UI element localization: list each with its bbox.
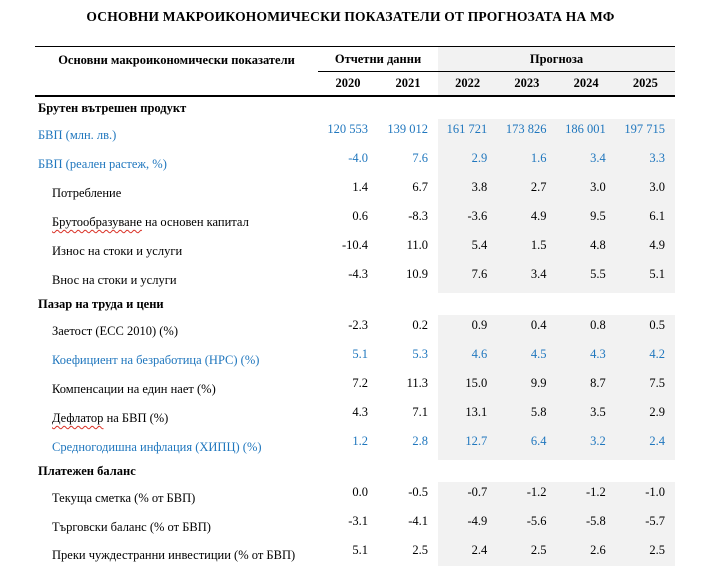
value-2021: 2.5 (378, 540, 438, 566)
value-2021: -8.3 (408, 209, 428, 223)
value-2024: 3.2 (557, 431, 616, 460)
indicator-label: Внос на стоки и услуги (52, 273, 177, 287)
value-2022: -4.9 (438, 511, 497, 540)
value-2025: 4.2 (616, 344, 675, 373)
value-2020: 5.1 (318, 540, 378, 566)
table-row (35, 373, 675, 402)
misspelled-word: Дефлатор (52, 411, 104, 425)
value-2021: 7.1 (412, 405, 428, 419)
value-2025: 2.9 (616, 402, 675, 431)
value-2023: 2.7 (497, 177, 556, 206)
section-header-row (35, 293, 675, 315)
value-2020: 7.2 (352, 376, 368, 390)
indicator-label: Коефициент на безработица (НРС) (%) (52, 353, 260, 367)
value-2022: 3.8 (438, 177, 497, 206)
value-2024: -5.8 (557, 511, 616, 540)
indicator-label-rest: на основен капитал (141, 215, 249, 229)
value-2025: 3.3 (616, 148, 675, 177)
value-2024: 3.5 (557, 402, 616, 431)
value-2022: 5.4 (438, 235, 497, 264)
value-2024: 3.4 (557, 148, 616, 177)
year-header-2022: 2022 (438, 72, 497, 97)
value-2022: 15.0 (438, 373, 497, 402)
value-2025: 197 715 (616, 119, 675, 148)
column-group-forecast: Прогноза (438, 47, 675, 72)
indicator-label: Търговски баланс (% от БВП) (52, 520, 211, 534)
value-2025: 5.1 (616, 264, 675, 293)
value-2021: 139 012 (387, 122, 428, 136)
section-header-label: Брутен вътрешен продукт (38, 100, 187, 115)
indicator-label-rest: на БВП (%) (103, 411, 169, 425)
year-header-2020: 2020 (318, 72, 378, 97)
header-group-row (35, 47, 675, 72)
year-header-2023: 2023 (497, 72, 556, 97)
value-2022: 0.9 (438, 315, 497, 344)
value-2025: 3.0 (616, 177, 675, 206)
value-2022: 13.1 (438, 402, 497, 431)
indicator-label: Износ на стоки и услуги (52, 244, 183, 258)
value-2024: 186 001 (557, 119, 616, 148)
year-header-2024: 2024 (557, 72, 616, 97)
indicator-label: Компенсации на един нает (%) (52, 382, 216, 396)
value-2020: 1.4 (352, 180, 368, 194)
value-2024: 5.5 (557, 264, 616, 293)
column-header-indicators: Основни макроикономически показатели (35, 47, 318, 97)
value-2021: 11.3 (406, 376, 428, 390)
column-group-reported-data: Отчетни данни (318, 47, 438, 72)
table-row (35, 264, 675, 293)
value-2023: 9.9 (497, 373, 556, 402)
value-2024: 3.0 (557, 177, 616, 206)
value-2020: 4.3 (352, 405, 368, 419)
value-2023: 1.5 (497, 235, 556, 264)
table-row (35, 315, 675, 344)
value-2022: 161 721 (438, 119, 497, 148)
value-2025: 2.4 (616, 431, 675, 460)
value-2020: -3.1 (348, 514, 368, 528)
value-2021: -4.1 (408, 514, 428, 528)
indicator-label: БВП (реален растеж, %) (38, 157, 167, 171)
table-row (35, 235, 675, 264)
table-row (35, 431, 675, 460)
value-2025: -5.7 (616, 511, 675, 540)
year-header-2025: 2025 (616, 72, 675, 97)
value-2024: 4.3 (557, 344, 616, 373)
value-2025: 4.9 (616, 235, 675, 264)
value-2025: 2.5 (616, 540, 675, 566)
indicator-label: Средногодишна инфлация (ХИПЦ) (%) (52, 440, 262, 454)
value-2025: -1.0 (616, 482, 675, 511)
value-2024: 8.7 (557, 373, 616, 402)
indicator-label (35, 402, 318, 431)
value-2022: -0.7 (438, 482, 497, 511)
macro-indicators-table (35, 46, 675, 566)
value-2024: 0.8 (557, 315, 616, 344)
value-2023: 1.6 (497, 148, 556, 177)
section-header-label: Пазар на труда и цени (38, 296, 164, 311)
table-row (35, 344, 675, 373)
value-2021: 0.2 (412, 318, 428, 332)
year-header-2021: 2021 (378, 72, 438, 97)
table-row (35, 511, 675, 540)
value-2020: -2.3 (348, 318, 368, 332)
value-2020: 0.6 (352, 209, 368, 223)
value-2024: 9.5 (557, 206, 616, 235)
value-2021: 5.3 (412, 347, 428, 361)
table-row (35, 119, 675, 148)
value-2025: 0.5 (616, 315, 675, 344)
value-2021: 6.7 (412, 180, 428, 194)
value-2023: 0.4 (497, 315, 556, 344)
value-2020: 1.2 (352, 434, 368, 448)
value-2024: 4.8 (557, 235, 616, 264)
indicator-label (35, 206, 318, 235)
value-2023: 173 826 (497, 119, 556, 148)
table-row (35, 402, 675, 431)
section-header-label: Платежен баланс (38, 463, 136, 478)
value-2020: 120 553 (327, 122, 368, 136)
value-2025: 7.5 (616, 373, 675, 402)
value-2021: 7.6 (412, 151, 428, 165)
value-2021: 2.8 (412, 434, 428, 448)
section-header-row (35, 460, 675, 482)
value-2023: 5.8 (497, 402, 556, 431)
value-2025: 6.1 (616, 206, 675, 235)
indicator-label: Преки чуждестранни инвестиции (% от БВП) (35, 540, 318, 566)
indicator-label: Потребление (52, 186, 122, 200)
table-row (35, 177, 675, 206)
value-2021: 10.9 (406, 267, 428, 281)
value-2020: 5.1 (352, 347, 368, 361)
value-2023: 4.5 (497, 344, 556, 373)
page-title: ОСНОВНИ МАКРОИКОНОМИЧЕСКИ ПОКАЗАТЕЛИ ОТ ПРОГНОЗАТА НА МФ (86, 9, 615, 24)
value-2024: -1.2 (557, 482, 616, 511)
value-2021: 11.0 (406, 238, 428, 252)
value-2020: -4.0 (348, 151, 368, 165)
indicator-label: БВП (млн. лв.) (38, 128, 117, 142)
indicator-label: Текуща сметка (% от БВП) (52, 491, 196, 505)
value-2022: 2.4 (438, 540, 497, 566)
table-row (35, 540, 675, 566)
value-2022: 2.9 (438, 148, 497, 177)
section-header-row (35, 96, 675, 119)
value-2022: 4.6 (438, 344, 497, 373)
table-header (35, 47, 675, 97)
value-2022: -3.6 (438, 206, 497, 235)
misspelled-word: Брутообразуване (52, 215, 142, 229)
value-2023: -5.6 (497, 511, 556, 540)
value-2020: -4.3 (348, 267, 368, 281)
value-2022: 7.6 (438, 264, 497, 293)
value-2024: 2.6 (557, 540, 616, 566)
value-2023: 4.9 (497, 206, 556, 235)
table-body (35, 96, 675, 566)
value-2022: 12.7 (438, 431, 497, 460)
value-2020: 0.0 (352, 485, 368, 499)
value-2023: 3.4 (497, 264, 556, 293)
value-2020: -10.4 (341, 238, 368, 252)
value-2023: 2.5 (497, 540, 556, 566)
value-2023: -1.2 (497, 482, 556, 511)
value-2021: -0.5 (408, 485, 428, 499)
table-row (35, 482, 675, 511)
table-row (35, 148, 675, 177)
value-2023: 6.4 (497, 431, 556, 460)
indicator-label: Заетост (ЕСС 2010) (%) (52, 324, 178, 338)
table-row (35, 206, 675, 235)
